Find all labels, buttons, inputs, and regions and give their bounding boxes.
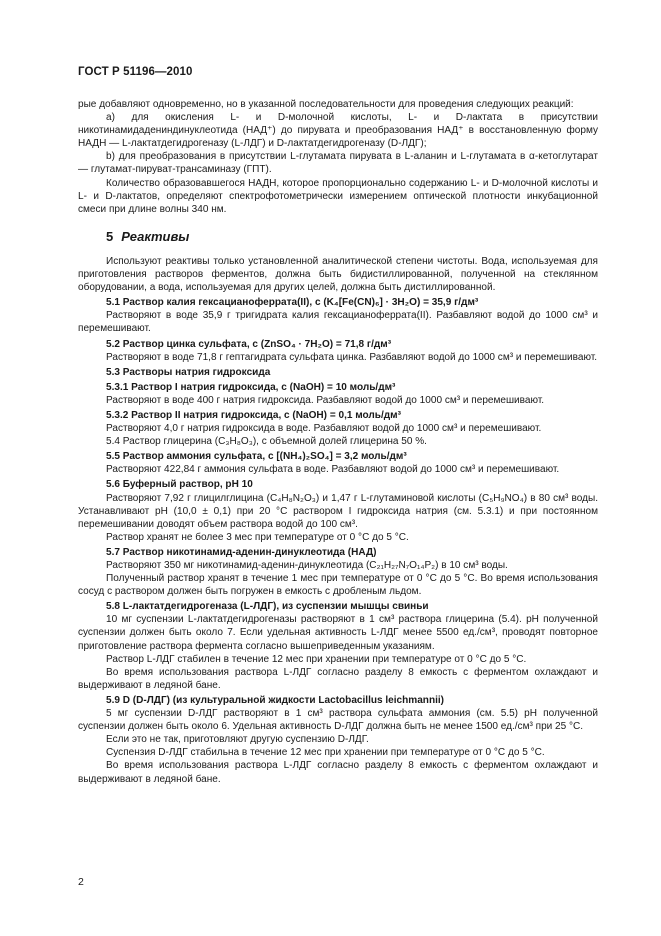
document-header: ГОСТ Р 51196—2010 <box>78 66 193 78</box>
paragraph: Растворяют в воде 35,9 г тригидрата калия гексацианоферрата(II). Разбавляют водой до 1000 см³ и перемешивают. <box>78 310 598 335</box>
paragraph: Растворяют 4,0 г натрия гидроксида в воде. Разбавляют водой до 1000 см³ и перемешивают. <box>106 423 542 435</box>
list-item-b: b) для преобразования в присутствии L-глутамата пирувата в L-аланин и L-глутамата в α-кетоглутарат — глутамат-пируват-трансаминазу (ГПТ). <box>78 151 598 176</box>
section-number: 5 <box>106 228 114 244</box>
document-body <box>78 98 598 786</box>
paragraph: Растворяют 422,84 г аммония сульфата в воде. Разбавляют водой до 1000 см³ и перемешивают. <box>106 464 560 476</box>
paragraph: Во время использования раствора L-ЛДГ согласно разделу 8 емкость с ферментом охлаждают и выдерживают в ледяной бане. <box>78 666 598 691</box>
paragraph: Если это не так, приготовляют другую суспензию D-ЛДГ. <box>106 734 369 746</box>
paragraph: 5 мг суспензии D-ЛДГ растворяют в 1 см³ раствора сульфата аммония (см. 5.5) pH полученной суспензии должен быть около 6. Удельная активность D-ЛДГ должна быть не менее 1500 ед./см³ при 25 °С. <box>78 708 598 733</box>
subsection-heading: 5.5 Раствор аммония сульфата, c [(NH₄)₂SO₄] = 3,2 моль/дм³ <box>106 451 407 463</box>
paragraph: Растворяют в воде 400 г натрия гидроксида. Разбавляют водой до 1000 см³ и перемешивают. <box>106 394 545 406</box>
section-heading <box>106 230 598 243</box>
paragraph: Количество образовавшегося НАДН, которое пропорционально содержанию L- и D-молочной кислоты и L- и D-лактатов, определяют спектрофотометрически измерением оптической плотности инкубационной смеси при длине волны 340 нм. <box>78 177 598 215</box>
subsection-heading: 5.3.1 Раствор I натрия гидроксида, c (NaOH) = 10 моль/дм³ <box>106 381 396 393</box>
paragraph: Раствор L-ЛДГ стабилен в течение 12 мес при хранении при температуре от 0 °С до 5 °С. <box>106 653 527 665</box>
paragraph: 5.4 Раствор глицерина (C₃H₈O₃), с объемной долей глицерина 50 %. <box>106 436 427 448</box>
paragraph: Во время использования раствора L-ЛДГ согласно разделу 8 емкость с ферментом охлаждают и выдерживают в ледяной бане. <box>78 760 598 785</box>
paragraph: Растворяют в воде 71,8 г гептагидрата сульфата цинка. Разбавляют водой до 1000 см³ и перемешивают. <box>106 351 598 363</box>
subsection-heading: 5.1 Раствор калия гексацианоферрата(II), c (K₄[Fe(CN)₆] · 3H₂O) = 35,9 г/дм³ <box>106 297 479 309</box>
section-title: Реактивы <box>121 228 190 244</box>
subsection-heading: 5.3 Растворы натрия гидроксида <box>106 366 271 378</box>
paragraph: рые добавляют одновременно, но в указанной последовательности для проведения следующих реакций: <box>78 99 574 110</box>
subsection-heading: 5.8 L-лактатдегидрогеназа (L-ЛДГ), из суспензии мышцы свиньи <box>106 601 429 613</box>
paragraph: Используют реактивы только установленной аналитической степени чистоты. Вода, используемая для приготовления растворов ферментов, должна быть бидистиллированной, полученной на стеклянном оборудовании, а вода, используемая для других целей, должна быть дистиллированной. <box>78 255 598 294</box>
paragraph: Раствор хранят не более 3 мес при температуре от 0 °С до 5 °С. <box>106 531 409 543</box>
list-item-a: а) для окисления L- и D-молочной кислоты, L- и D-лактата в присутствии никотинамидадениндинуклеотида (НАД⁺) до пирувата и преобразования НАД⁺ в восстановленную форму НАДН — L-лактатдегидрогеназу (L-ЛДГ) и D-лактатдегидрогеназу (D-ЛДГ); <box>78 112 598 150</box>
subsection-heading: 5.9 D (D-ЛДГ) (из культуральной жидкости Lactobacillus leichmannii) <box>106 694 445 706</box>
paragraph: Растворяют 350 мг никотинамид-аденин-динуклеотида (C₂₁H₂₇N₇O₁₄P₂) в 10 см³ воды. <box>106 560 508 571</box>
subsection-heading: 5.7 Раствор никотинамид-аденин-динуклеотида (НАД) <box>106 546 377 558</box>
paragraph: Растворяют 7,92 г глицилглицина (C₄H₈N₂O₃) и 1,47 г L-глутаминовой кислоты (C₅H₉NO₄) в 80 см³ воды. Устанавливают pH (10,0 ± 0,1) при 20 °С раствором I гидроксида натрия (см. 5.3.1) и при постоянном перемешивании доводят объем раствора водой до 100 см³. <box>78 492 598 530</box>
subsection-heading: 5.6 Буферный раствор, pH 10 <box>106 479 253 491</box>
subsection-heading: 5.3.2 Раствор II натрия гидроксида, c (NaOH) = 0,1 моль/дм³ <box>106 409 401 421</box>
paragraph: Полученный раствор хранят в течение 1 мес при температуре от 0 °С до 5 °С. Во время использования сосуд с раствором должен быть погружен в емкость с дробленым льдом. <box>78 573 598 598</box>
subsection-heading: 5.2 Раствор цинка сульфата, c (ZnSO₄ · 7H₂O) = 71,8 г/дм³ <box>106 338 392 350</box>
page-number: 2 <box>78 876 84 888</box>
paragraph: 10 мг суспензии L-лактатдегидрогеназы растворяют в 1 см³ раствора глицерина (5.4). pH полученной суспензии должен быть около 7. Если удельная активность L-ЛДГ менее 5500 ед./см³, проводят повторное приготовление раствора фермента согласно вышеприведенным указаниям. <box>78 614 598 652</box>
paragraph: Суспензия D-ЛДГ стабильна в течение 12 мес при хранении при температуре от 0 °С до 5 °С. <box>106 747 545 759</box>
